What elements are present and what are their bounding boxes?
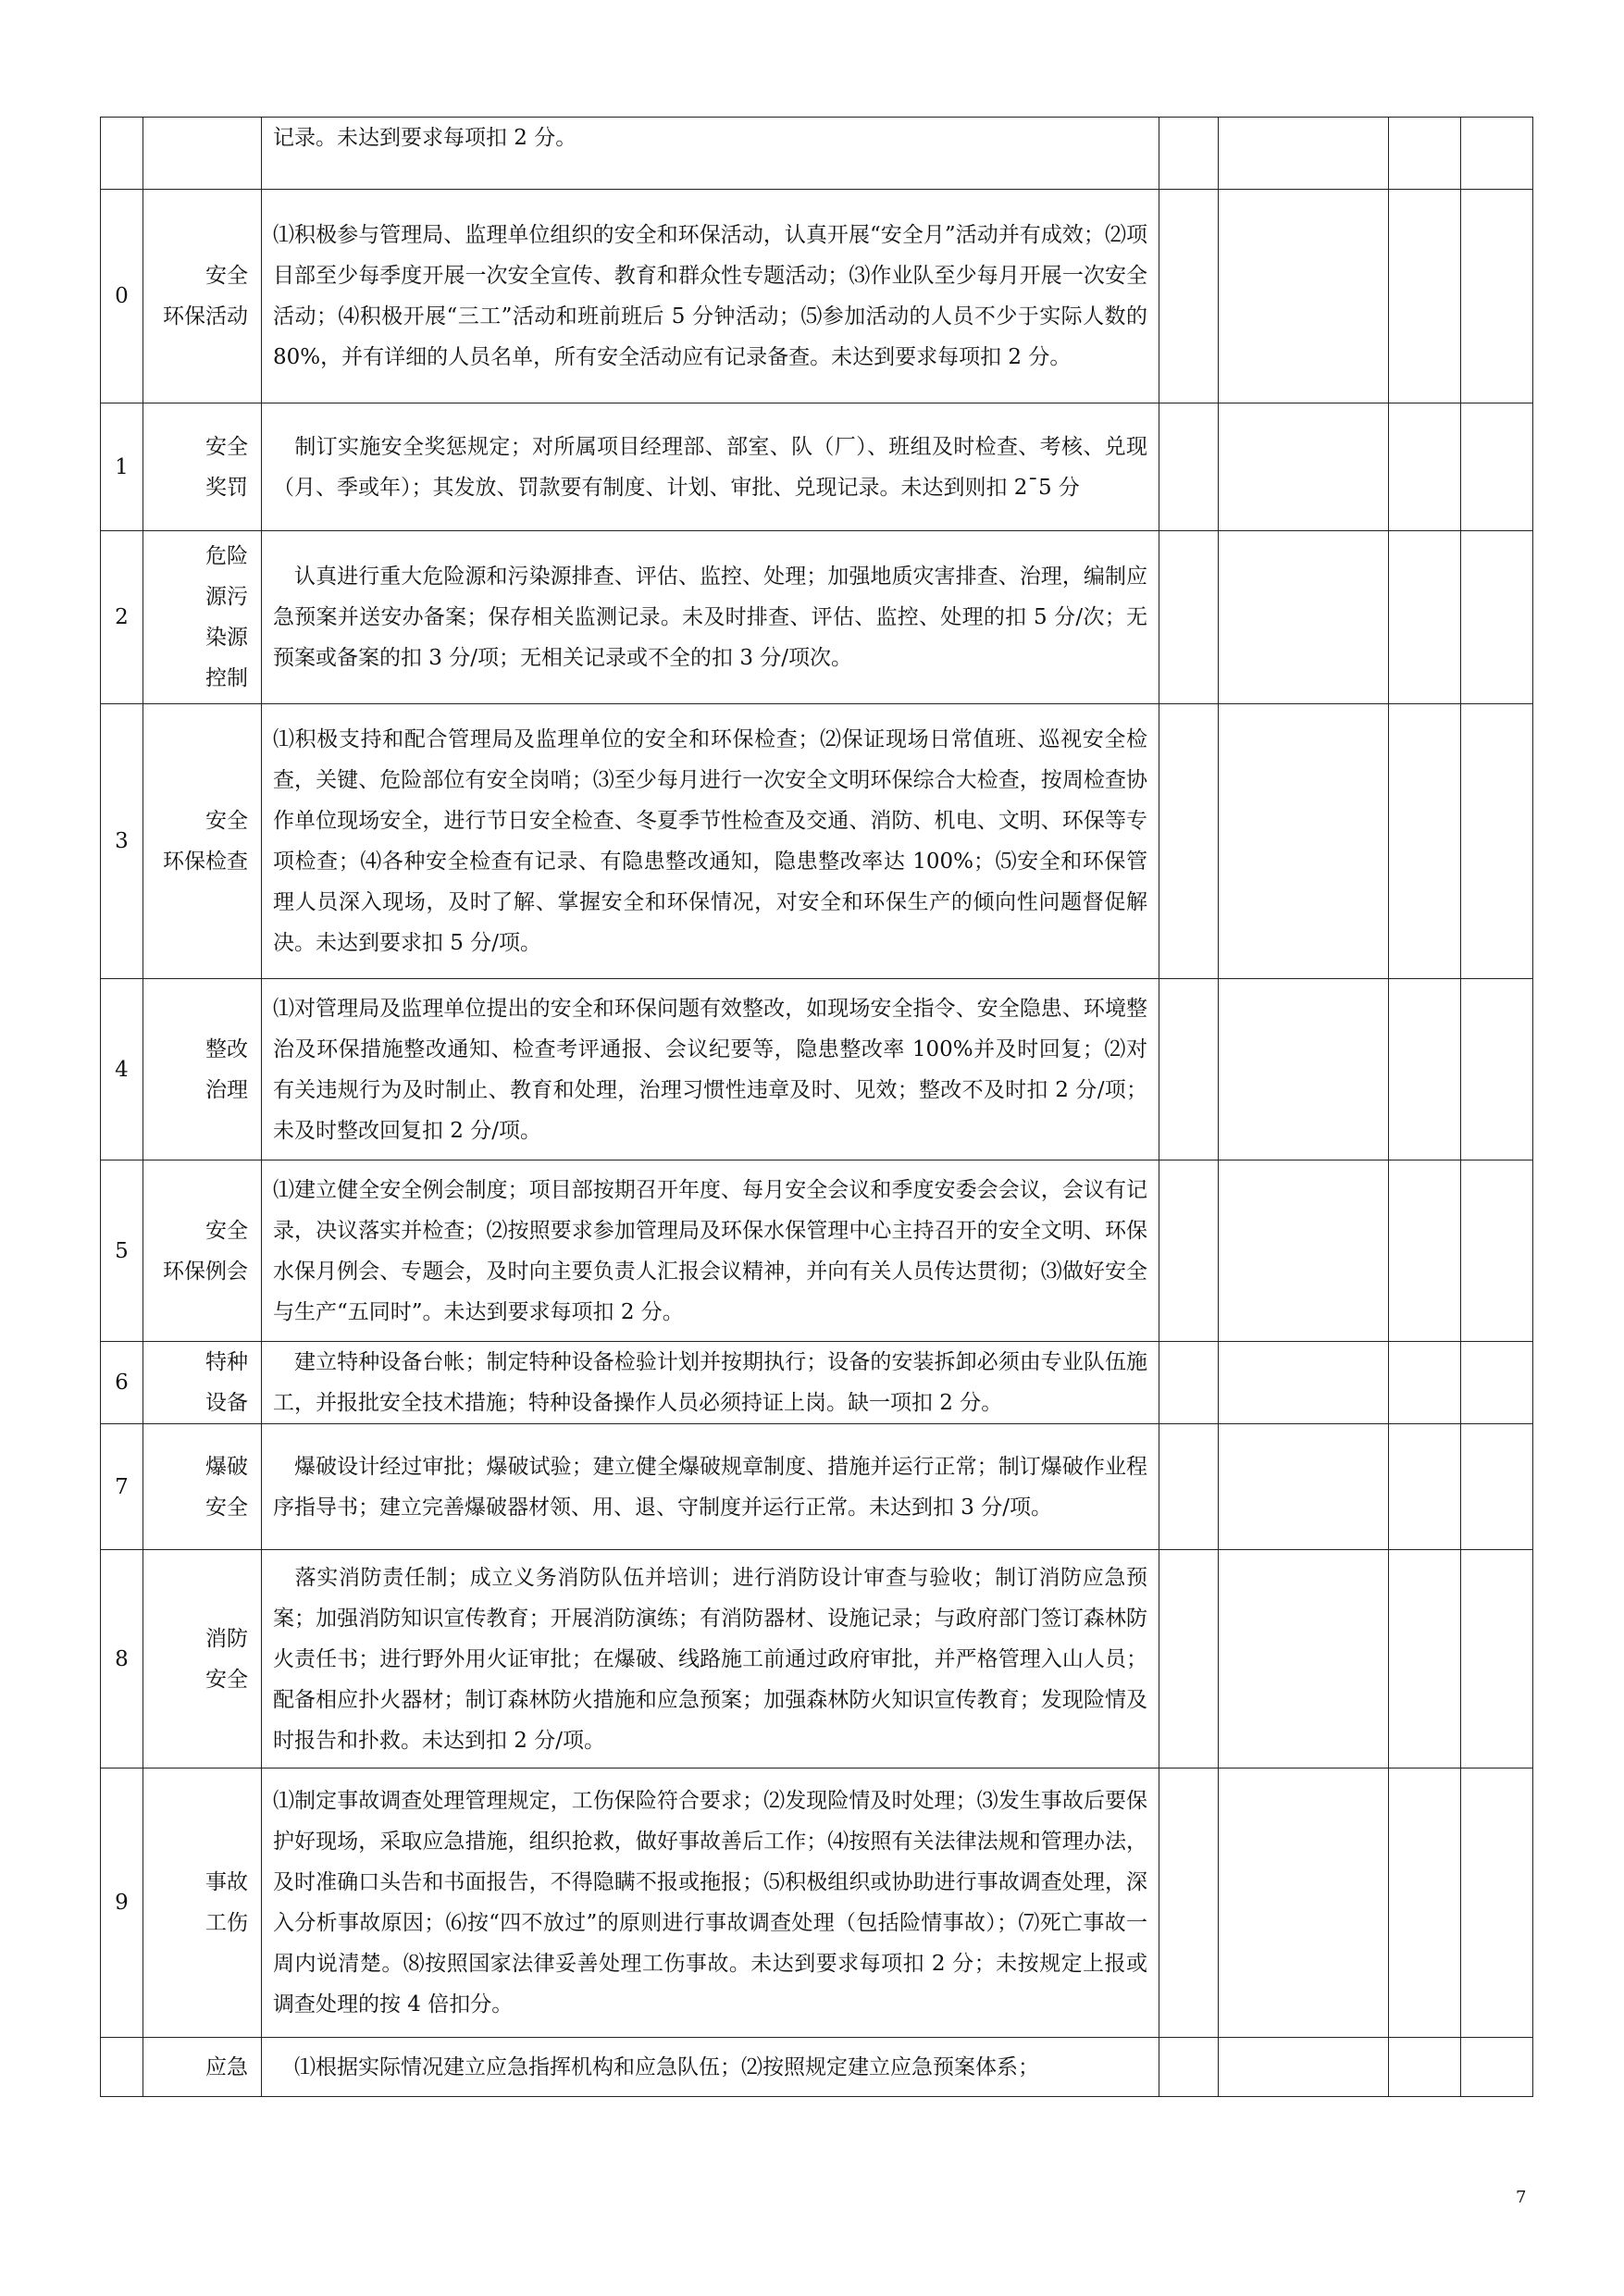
row-number: 5 — [101, 1160, 143, 1342]
score-cell — [1461, 403, 1533, 531]
item-name — [143, 403, 262, 531]
item-content: 建立特种设备台帐；制定特种设备检验计划并按期执行；设备的安装拆卸必须由专业队伍施工，并报批安全技术措施；特种设备操作人员必须持证上岗。缺一项扣 2 分。 — [262, 1342, 1159, 1424]
item-name — [143, 1160, 262, 1342]
item-name-text: 应急 — [205, 2054, 248, 2079]
page-number: 7 — [1516, 2188, 1527, 2207]
table-row — [101, 2038, 1533, 2097]
score-cell — [1389, 704, 1461, 979]
item-name — [143, 1342, 262, 1424]
score-cell — [1461, 704, 1533, 979]
score-cell — [1219, 190, 1389, 403]
row-number — [101, 2038, 143, 2097]
item-content: 记录。未达到要求每项扣 2 分。 — [262, 118, 1159, 190]
table-row — [101, 1769, 1533, 2038]
row-number: 9 — [101, 1769, 143, 2038]
score-cell — [1389, 1769, 1461, 2038]
score-cell — [1461, 1160, 1533, 1342]
score-cell — [1389, 531, 1461, 704]
table-row — [101, 1160, 1533, 1342]
score-cell — [1219, 1424, 1389, 1550]
score-cell — [1389, 1160, 1461, 1342]
score-cell — [1219, 403, 1389, 531]
score-cell — [1159, 2038, 1219, 2097]
row-number: 6 — [101, 1342, 143, 1424]
row-number: 1 — [101, 403, 143, 531]
item-name-text: 消防 安全 — [205, 1626, 248, 1692]
item-name-text: 事故 工伤 — [205, 1870, 248, 1935]
table-row — [101, 190, 1533, 403]
score-cell — [1389, 403, 1461, 531]
score-cell — [1159, 979, 1219, 1160]
item-name-text: 整改 治理 — [205, 1036, 248, 1102]
item-content: ⑴积极支持和配合管理局及监理单位的安全和环保检查；⑵保证现场日常值班、巡视安全检查，关键、危险部位有安全岗哨；⑶至少每月进行一次安全文明环保综合大检查，按周检查协作单位现场安全，进行节日安全检查、冬夏季节性检查及交通、消防、机电、文明、环保等专项检查；⑷各种安全检查有记录、有隐患整改通知，隐患整改率达 100%；⑸安全和环保管理人员深入现场，及时了解、掌握安全和环保情况，对安全和环保生产的倾向性问题督促解决。未达到要求扣 5 分/项。 — [262, 704, 1159, 979]
score-cell — [1219, 1550, 1389, 1769]
score-cell — [1389, 1342, 1461, 1424]
row-number: 7 — [101, 1424, 143, 1550]
score-cell — [1159, 403, 1219, 531]
item-name — [143, 979, 262, 1160]
score-cell — [1389, 979, 1461, 1160]
item-content: ⑴对管理局及监理单位提出的安全和环保问题有效整改，如现场安全指令、安全隐患、环境整治及环保措施整改通知、检查考评通报、会议纪要等，隐患整改率 100%并及时回复；⑵对有关违规行为及时制止、教育和处理，治理习惯性违章及时、见效；整改不及时扣 2 分/项；未及时整改回复扣 2 分/项。 — [262, 979, 1159, 1160]
item-name — [143, 1769, 262, 2038]
row-number: 2 — [101, 531, 143, 704]
row-number — [101, 118, 143, 190]
item-name — [143, 118, 262, 190]
row-number: 0 — [101, 190, 143, 403]
table-row — [101, 118, 1533, 190]
item-content: ⑴根据实际情况建立应急指挥机构和应急队伍；⑵按照规定建立应急预案体系； — [262, 2038, 1159, 2097]
item-name-text: 危险 源污 染源 控制 — [205, 544, 248, 690]
score-cell — [1461, 1769, 1533, 2038]
score-cell — [1159, 1342, 1219, 1424]
score-cell — [1461, 1342, 1533, 1424]
item-content: ⑴制定事故调查处理管理规定，工伤保险符合要求；⑵发现险情及时处理；⑶发生事故后要保护好现场，采取应急措施，组织抢救，做好事故善后工作；⑷按照有关法律法规和管理办法，及时准确口头告和书面报告，不得隐瞒不报或拖报；⑸积极组织或协助进行事故调查处理，深入分析事故原因；⑹按“四不放过”的原则进行事故调查处理（包括险情事故）；⑺死亡事故一周内说清楚。⑻按照国家法律妥善处理工伤事故。未达到要求每项扣 2 分；未按规定上报或调查处理的按 4 倍扣分。 — [262, 1769, 1159, 2038]
item-name-text: 安全 环保活动 — [163, 264, 248, 329]
table-row — [101, 704, 1533, 979]
score-cell — [1219, 2038, 1389, 2097]
score-cell — [1389, 1424, 1461, 1550]
item-name-text: 安全 环保例会 — [163, 1218, 248, 1284]
score-cell — [1461, 1550, 1533, 1769]
score-cell — [1159, 531, 1219, 704]
score-cell — [1389, 190, 1461, 403]
item-name-text: 安全 环保检查 — [163, 809, 248, 874]
item-name — [143, 2038, 262, 2097]
item-name-text: 爆破 安全 — [205, 1454, 248, 1520]
score-cell — [1219, 118, 1389, 190]
score-cell — [1219, 1160, 1389, 1342]
score-cell — [1389, 1550, 1461, 1769]
score-cell — [1159, 1769, 1219, 2038]
item-content: 落实消防责任制；成立义务消防队伍并培训；进行消防设计审查与验收；制订消防应急预案；加强消防知识宣传教育；开展消防演练；有消防器材、设施记录；与政府部门签订森林防火责任书；进行野外用火证审批；在爆破、线路施工前通过政府审批，并严格管理入山人员；配备相应扑火器材；制订森林防火措施和应急预案；加强森林防火知识宣传教育；发现险情及时报告和扑救。未达到扣 2 分/项。 — [262, 1550, 1159, 1769]
score-cell — [1219, 1342, 1389, 1424]
score-cell — [1159, 1550, 1219, 1769]
score-cell — [1159, 1160, 1219, 1342]
score-cell — [1219, 704, 1389, 979]
item-content: 制订实施安全奖惩规定；对所属项目经理部、部室、队（厂）、班组及时检查、考核、兑现（月、季或年）；其发放、罚款要有制度、计划、审批、兑现记录。未达到则扣 2¯5 分 — [262, 403, 1159, 531]
item-content: ⑴积极参与管理局、监理单位组织的安全和环保活动，认真开展“安全月”活动并有成效；⑵项目部至少每季度开展一次安全宣传、教育和群众性专题活动；⑶作业队至少每月开展一次安全活动；⑷积极开展“三工”活动和班前班后 5 分钟活动；⑸参加活动的人员不少于实际人数的 80%，并有详细的人员名单，所有安全活动应有记录备查。未达到要求每项扣 2 分。 — [262, 190, 1159, 403]
score-cell — [1159, 1424, 1219, 1550]
score-cell — [1389, 2038, 1461, 2097]
score-cell — [1159, 190, 1219, 403]
item-content: 认真进行重大危险源和污染源排查、评估、监控、处理；加强地质灾害排查、治理，编制应急预案并送安办备案；保存相关监测记录。未及时排查、评估、监控、处理的扣 5 分/次；无预案或备案的扣 3 分/项；无相关记录或不全的扣 3 分/项次。 — [262, 531, 1159, 704]
item-name — [143, 190, 262, 403]
item-name-text: 特种 设备 — [205, 1350, 248, 1415]
table-row — [101, 531, 1533, 704]
score-cell — [1219, 1769, 1389, 2038]
score-cell — [1461, 190, 1533, 403]
score-cell — [1159, 118, 1219, 190]
table-row — [101, 1424, 1533, 1550]
item-content: ⑴建立健全安全例会制度；项目部按期召开年度、每月安全会议和季度安委会会议，会议有记录，决议落实并检查；⑵按照要求参加管理局及环保水保管理中心主持召开的安全文明、环保水保月例会、专题会，及时向主要负责人汇报会议精神，并向有关人员传达贯彻；⑶做好安全与生产“五同时”。未达到要求每项扣 2 分。 — [262, 1160, 1159, 1342]
score-cell — [1461, 531, 1533, 704]
row-number: 3 — [101, 704, 143, 979]
score-cell — [1219, 531, 1389, 704]
item-name-text: 安全 奖罚 — [205, 434, 248, 500]
score-cell — [1219, 979, 1389, 1160]
score-cell — [1461, 979, 1533, 1160]
table-row — [101, 403, 1533, 531]
score-cell — [1461, 118, 1533, 190]
score-cell — [1159, 704, 1219, 979]
table-row — [101, 1550, 1533, 1769]
table-row — [101, 1342, 1533, 1424]
row-number: 4 — [101, 979, 143, 1160]
item-content: 爆破设计经过审批；爆破试验；建立健全爆破规章制度、措施并运行正常；制订爆破作业程序指导书；建立完善爆破器材领、用、退、守制度并运行正常。未达到扣 3 分/项。 — [262, 1424, 1159, 1550]
evaluation-table — [100, 117, 1533, 2097]
table-row — [101, 979, 1533, 1160]
row-number: 8 — [101, 1550, 143, 1769]
item-name — [143, 1550, 262, 1769]
score-cell — [1461, 1424, 1533, 1550]
score-cell — [1389, 118, 1461, 190]
score-cell — [1461, 2038, 1533, 2097]
item-name — [143, 704, 262, 979]
item-name — [143, 531, 262, 704]
item-name — [143, 1424, 262, 1550]
